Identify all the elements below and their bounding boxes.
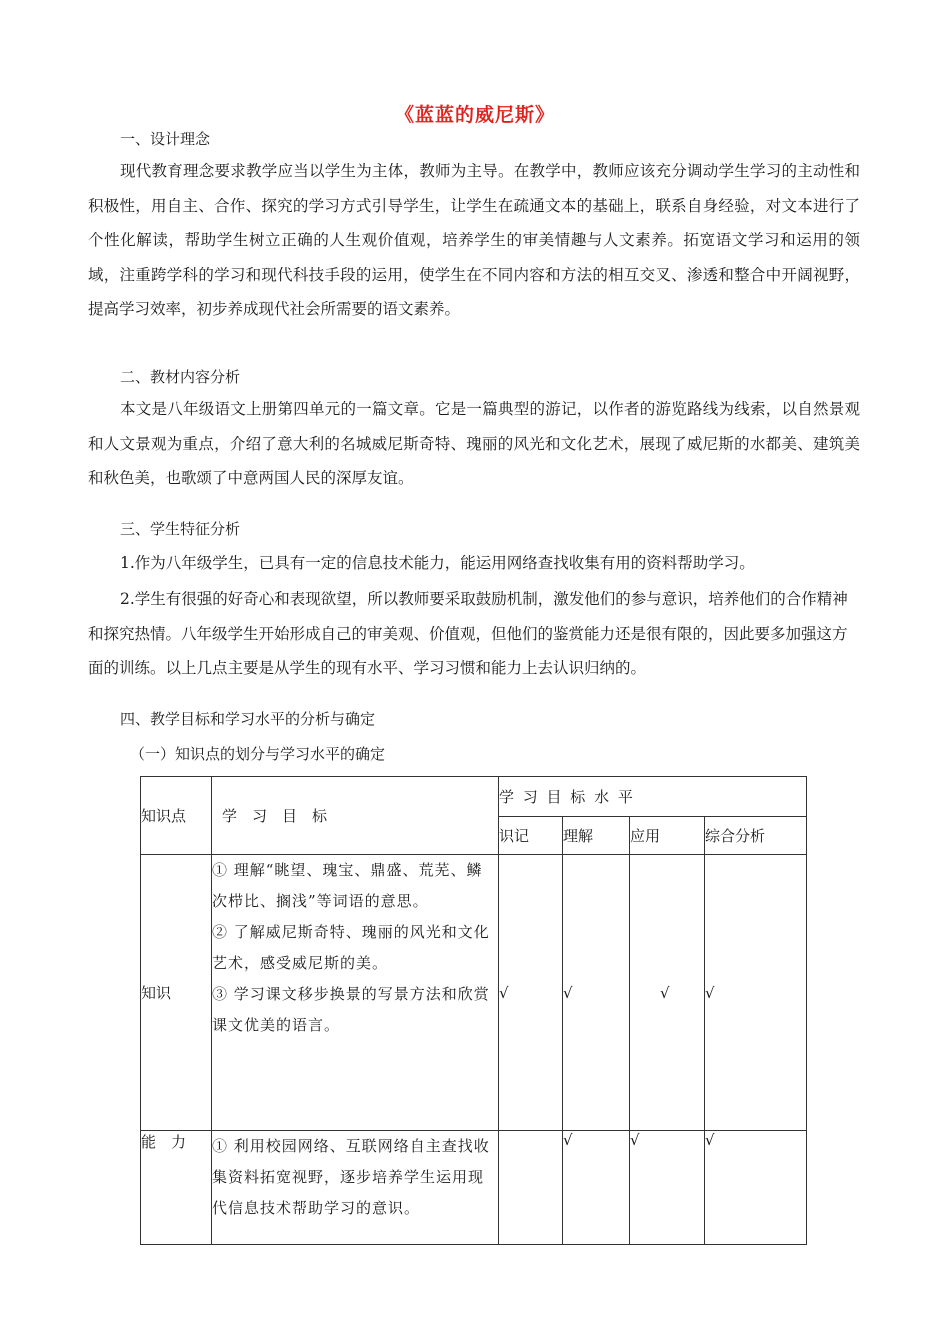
section-4-subheading: （一）知识点的划分与学习水平的确定 [130,745,386,763]
document-title: 《蓝蓝的威尼斯》 [394,104,555,126]
goal-item: ③ 学习课文移步换景的写景方法和欣赏课文优美的语言。 [212,985,490,1034]
table-row [141,855,807,1131]
section-2-heading: 二、教材内容分析 [120,368,241,386]
check-understand: √ [563,1131,630,1245]
goal-item: ① 理解“眺望、瑰宝、鼎盛、荒芜、鳞次栉比、搁浅”等词语的意思。 [212,861,483,910]
header-level: 学 习 目 标 水 平 [499,777,807,817]
header-learning-goal: 学 习 目 标 [212,777,499,855]
check-analysis: √ [705,855,807,1131]
row-goals [212,855,499,1131]
student-item-1: 1.作为八年级学生，已具有一定的信息技术能力，能运用网络查找收集有用的资料帮助学习。 [120,554,755,572]
row-point: 能 力 [141,1131,212,1245]
learning-level-table [140,776,807,1245]
student-item-2: 2.学生有很强的好奇心和表现欲望，所以教师要采取鼓励机制，激发他们的参与意识，培养他们的合作精神和探究热情。八年级学生开始形成自己的审美观、价值观，但他们的鉴赏能力还是很有限的，因此要多加强这方面的训练。以上几点主要是从学生的现有水平、学习习惯和能力上去认识归纳的。 [88,590,848,677]
check-apply: √ [630,1131,705,1245]
section-1-heading: 一、设计理念 [120,130,211,148]
table-header-row [141,777,807,817]
header-analysis: 综合分析 [705,817,807,855]
check-apply: √ [630,855,705,1131]
goal-item: ② 了解威尼斯奇特、瑰丽的风光和文化艺术，感受威尼斯的美。 [212,923,490,972]
check-understand: √ [563,855,630,1131]
row-goals [212,1131,499,1245]
section-2-paragraph: 本文是八年级语文上册第四单元的一篇文章。它是一篇典型的游记，以作者的游览路线为线索，以自然景观和人文景观为重点，介绍了意大利的名城威尼斯奇特、瑰丽的风光和文化艺术，展现了威尼斯的水都美、建筑美和秋色美，也歌颂了中意两国人民的深厚友谊。 [88,400,860,487]
check-recall [499,1131,563,1245]
check-analysis: √ [705,1131,807,1245]
header-understand: 理解 [563,817,630,855]
section-3-heading: 三、学生特征分析 [120,520,241,538]
row-point: 知识 [141,855,212,1131]
section-1-paragraph: 现代教育理念要求教学应当以学生为主体，教师为主导。在教学中，教师应该充分调动学生学习的主动性和积极性，用自主、合作、探究的学习方式引导学生，让学生在疏通文本的基础上，联系自身经验，对文本进行了个性化解读，帮助学生树立正确的人生观价值观，培养学生的审美情趣与人文素养。拓宽语文学习和运用的领域，注重跨学科的学习和现代科技手段的运用，使学生在不同内容和方法的相互交叉、渗透和整合中开阔视野，提高学习效率，初步养成现代社会所需要的语文素养。 [88,162,860,318]
header-recall: 识记 [499,817,563,855]
header-apply: 应用 [630,817,705,855]
section-4-heading: 四、教学目标和学习水平的分析与确定 [120,710,376,728]
table-row [141,1131,807,1245]
header-knowledge-point: 知识点 [141,777,212,855]
goal-item: ① 利用校园网络、互联网络自主查找收集资料拓宽视野，逐步培养学生运用现代信息技术帮助学习的意识。 [212,1137,490,1217]
check-recall: √ [499,855,563,1131]
